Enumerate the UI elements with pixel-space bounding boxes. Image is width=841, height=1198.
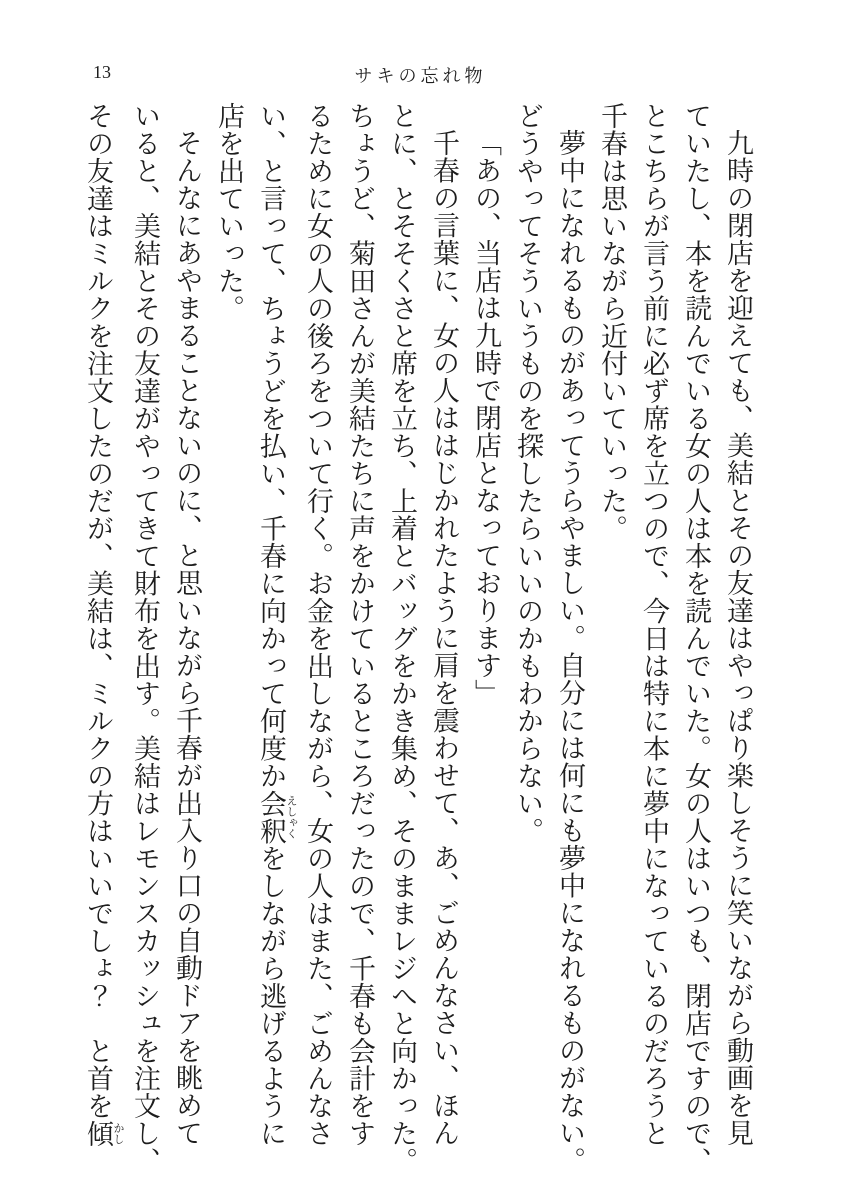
ruby-annotated-word: 傾 かし (83, 1119, 124, 1147)
text-line: い、と言って、ちょうどを払い、千春に向かって何度か会釈 えしゃくをしながら逃げるように (256, 102, 297, 1147)
text-line: 「あの、当店は九時で閉店となっております」 (471, 129, 501, 707)
text-line: ちょうど、菊田さんが美結たちに声をかけているところだったので、千春も会計をす (345, 102, 375, 1147)
text-line: 夢中になれるものがあってうらやましい。自分には何にも夢中になれるものがない。 (555, 129, 585, 1174)
running-head: サキの忘れ物 (354, 66, 487, 86)
ruby-annotated-word: 会釈 えしゃく (256, 789, 297, 845)
page-header (0, 62, 841, 92)
text-line: 千春は思いながら近付いていった。 (597, 102, 627, 542)
text-line: その友達はミルクを注文したのだが、美結は、ミルクの方はいいでしょ？ と首を傾 かし (83, 102, 124, 1147)
text-line: とに、とそそくさと席を立ち、上着とバッグをかき集め、そのままレジへと向かった。 (387, 102, 417, 1175)
text-line: どうやってそういうものを探したらいいのかもわからない。 (513, 102, 543, 845)
text-line: 九時の閉店を迎えても、美結とその友達はやっぱり楽しそうに笑いながら動画を見 (723, 129, 753, 1147)
text-line: るために女の人の後ろをついて行く。お金を出しながら、女の人はまた、ごめんなさ (303, 102, 333, 1147)
page-number: 13 (93, 62, 111, 82)
body-text (77, 102, 759, 1192)
text-line: 店を出ていった。 (214, 102, 244, 322)
text-line: ていたし、本を読んでいる女の人は本を読んでいた。女の人はいつも、閉店ですので、 (681, 102, 711, 1175)
text-line: そんなにあやまることないのに、と思いながら千春が出入り口の自動ドアを眺めて (172, 129, 202, 1147)
text-line: いると、美結とその友達がやってきて財布を出す。美結はレモンスカッシュを注文し、 (130, 102, 160, 1175)
text-line: とこちらが言う前に必ず席を立つので、今日は特に本に夢中になっているのだろうと (639, 102, 669, 1147)
text-line: 千春の言葉に、女の人ははじかれたように肩を震わせて、あ、ごめんなさい、ほん (429, 129, 459, 1147)
